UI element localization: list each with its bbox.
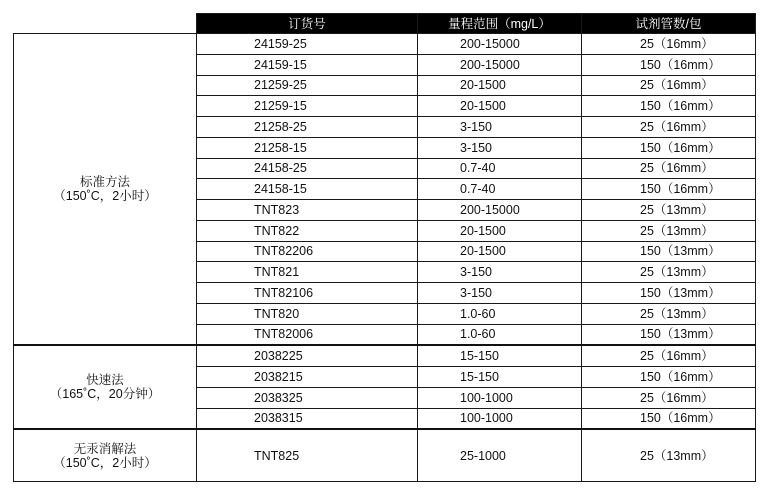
- order-number-cell: 24158-25: [197, 158, 418, 179]
- order-number-cell: TNT820: [197, 303, 418, 324]
- quantity-cell: 25（16mm）: [582, 75, 756, 96]
- quantity-cell: 25（16mm）: [582, 387, 756, 408]
- quantity-cell: 25（13mm）: [582, 220, 756, 241]
- range-cell: 200-15000: [418, 200, 582, 221]
- quantity-cell: 150（16mm）: [582, 408, 756, 429]
- quantity-cell: 25（16mm）: [582, 117, 756, 138]
- table-row: [14, 34, 756, 55]
- header-range: 量程范围（mg/L）: [418, 14, 582, 34]
- order-number-cell: 2038315: [197, 408, 418, 429]
- range-cell: 15-150: [418, 345, 582, 366]
- method-name: 快速法: [86, 373, 124, 388]
- header-code: 订货号: [197, 14, 418, 34]
- quantity-cell: 25（16mm）: [582, 158, 756, 179]
- order-number-cell: 21259-25: [197, 75, 418, 96]
- header-row: [14, 14, 756, 34]
- order-number-cell: 24158-15: [197, 179, 418, 200]
- range-cell: 1.0-60: [418, 324, 582, 345]
- quantity-cell: 150（16mm）: [582, 96, 756, 117]
- range-cell: 20-1500: [418, 96, 582, 117]
- table-body: [14, 34, 756, 482]
- range-cell: 200-15000: [418, 54, 582, 75]
- range-cell: 1.0-60: [418, 303, 582, 324]
- quantity-cell: 150（13mm）: [582, 324, 756, 345]
- product-table: [13, 13, 756, 482]
- quantity-cell: 150（16mm）: [582, 54, 756, 75]
- range-cell: 100-1000: [418, 408, 582, 429]
- method-cell: [14, 345, 197, 429]
- order-number-cell: 2038325: [197, 387, 418, 408]
- order-number-cell: TNT82006: [197, 324, 418, 345]
- order-number-cell: 21258-25: [197, 117, 418, 138]
- quantity-cell: 25（13mm）: [582, 262, 756, 283]
- range-cell: 0.7-40: [418, 158, 582, 179]
- method-name: 无汞消解法: [73, 441, 137, 456]
- table-row: [14, 345, 756, 366]
- method-cell: [14, 429, 197, 481]
- range-cell: 20-1500: [418, 241, 582, 262]
- quantity-cell: 150（16mm）: [582, 179, 756, 200]
- order-number-cell: 21258-15: [197, 137, 418, 158]
- order-number-cell: TNT82206: [197, 241, 418, 262]
- method-condition: （150˚C，2小时）: [53, 189, 157, 204]
- quantity-cell: 25（13mm）: [582, 429, 756, 481]
- order-number-cell: TNT825: [197, 429, 418, 481]
- quantity-cell: 150（13mm）: [582, 241, 756, 262]
- quantity-cell: 150（13mm）: [582, 283, 756, 304]
- order-number-cell: 21259-15: [197, 96, 418, 117]
- order-number-cell: 24159-25: [197, 34, 418, 55]
- range-cell: 100-1000: [418, 387, 582, 408]
- range-cell: 20-1500: [418, 75, 582, 96]
- quantity-cell: 150（16mm）: [582, 367, 756, 388]
- order-number-cell: TNT823: [197, 200, 418, 221]
- method-name: 标准方法: [79, 175, 130, 190]
- range-cell: 25-1000: [418, 429, 582, 481]
- order-number-cell: 2038225: [197, 345, 418, 366]
- quantity-cell: 25（13mm）: [582, 200, 756, 221]
- range-cell: 3-150: [418, 117, 582, 138]
- quantity-cell: 25（13mm）: [582, 303, 756, 324]
- range-cell: 20-1500: [418, 220, 582, 241]
- method-cell: [14, 34, 197, 346]
- range-cell: 3-150: [418, 283, 582, 304]
- header-qty: 试剂管数/包: [582, 14, 756, 34]
- quantity-cell: 25（16mm）: [582, 345, 756, 366]
- order-number-cell: 2038215: [197, 367, 418, 388]
- order-number-cell: 24159-15: [197, 54, 418, 75]
- quantity-cell: 25（16mm）: [582, 34, 756, 55]
- range-cell: 15-150: [418, 367, 582, 388]
- method-condition: （150˚C，2小时）: [53, 455, 157, 470]
- range-cell: 3-150: [418, 137, 582, 158]
- quantity-cell: 150（16mm）: [582, 137, 756, 158]
- order-number-cell: TNT822: [197, 220, 418, 241]
- order-number-cell: TNT821: [197, 262, 418, 283]
- range-cell: 0.7-40: [418, 179, 582, 200]
- order-number-cell: TNT82106: [197, 283, 418, 304]
- range-cell: 3-150: [418, 262, 582, 283]
- range-cell: 200-15000: [418, 34, 582, 55]
- header-blank: [14, 14, 197, 34]
- method-condition: （165˚C，20分钟）: [49, 387, 161, 402]
- table-row: [14, 429, 756, 481]
